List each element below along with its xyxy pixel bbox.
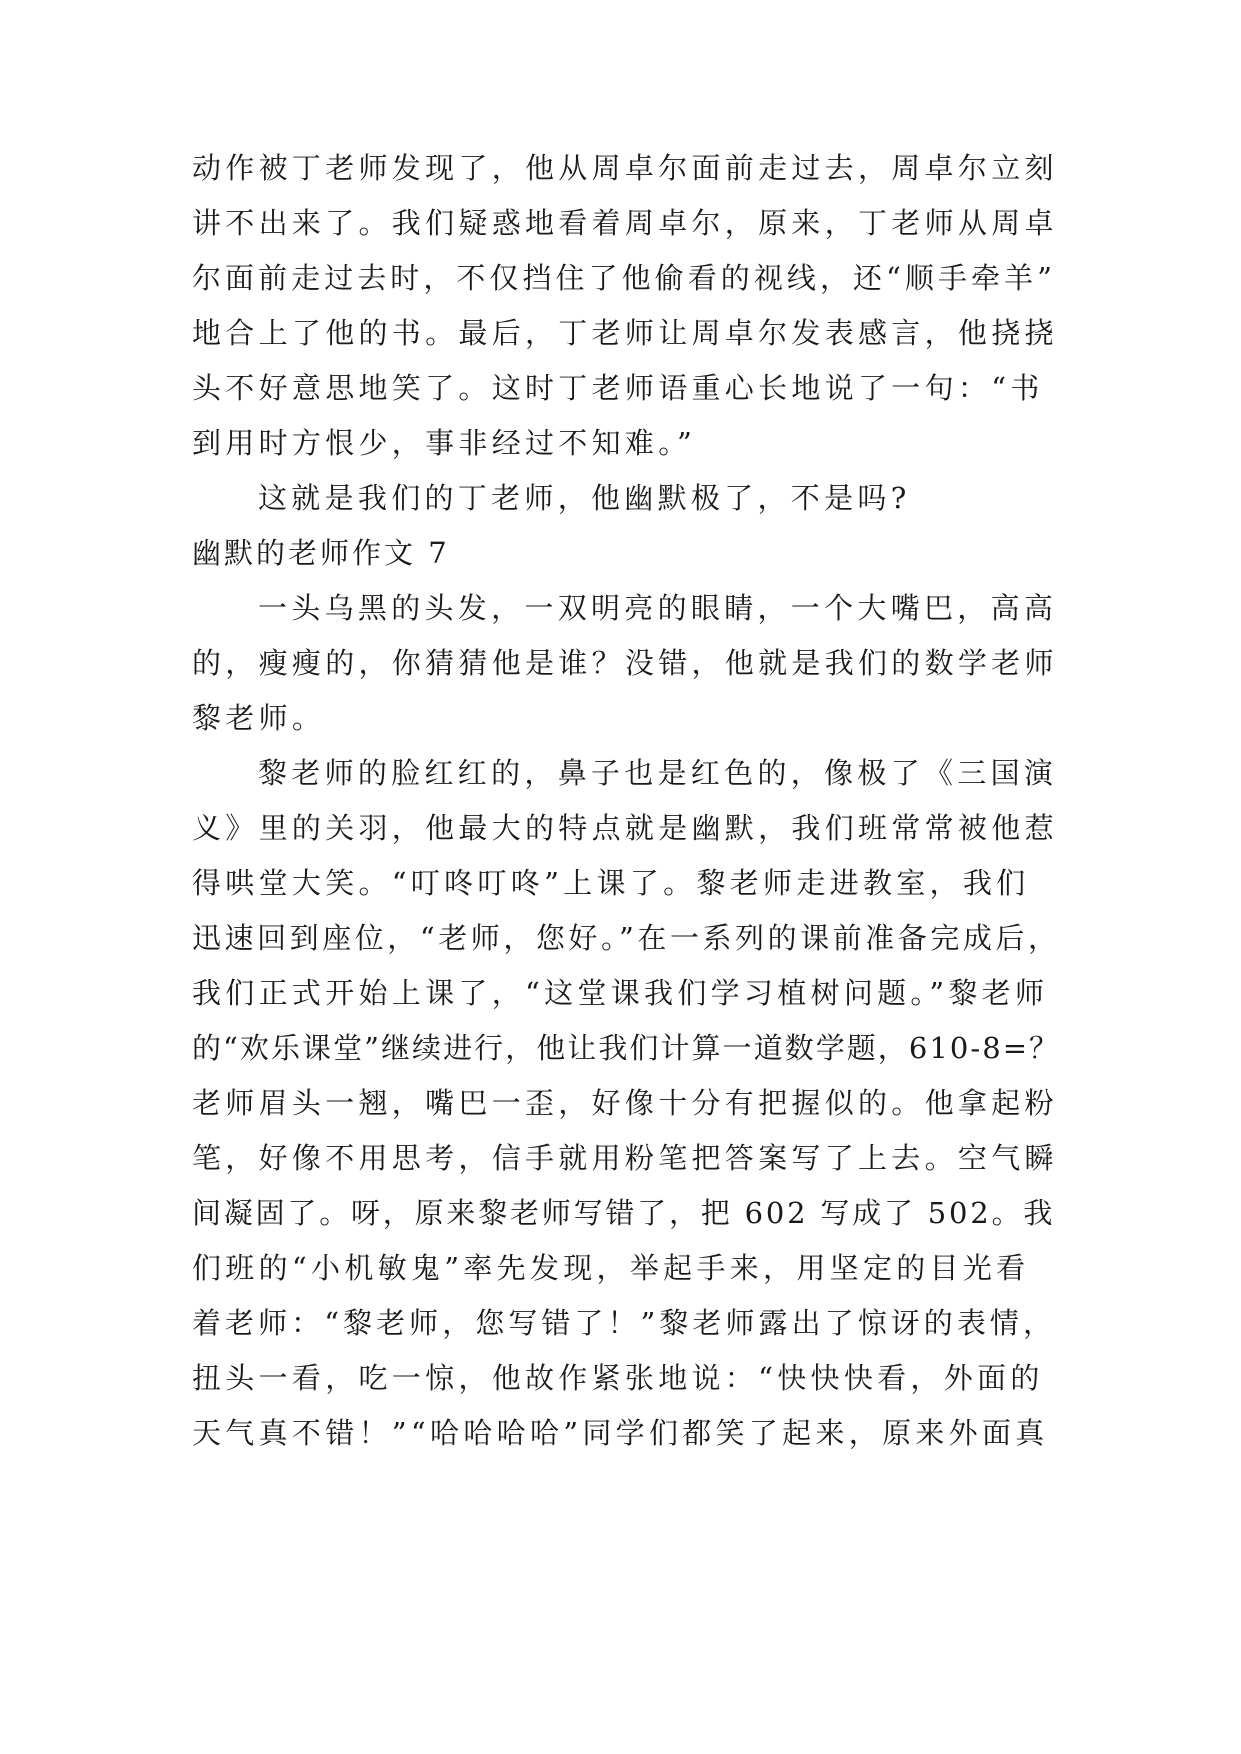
text-line: 的“欢乐课堂”继续进行，他让我们计算一道数学题，610-8=？ bbox=[192, 1031, 1061, 1065]
text-line: 天气真不错！”“哈哈哈哈”同学们都笑了起来，原来外面真 bbox=[192, 1416, 1049, 1450]
text-line: 迅速回到座位，“老师，您好。”在一系列的课前准备完成后， bbox=[192, 921, 1061, 955]
text-line: 讲不出来了。我们疑惑地看着周卓尔，原来，丁老师从周卓 bbox=[192, 206, 1058, 240]
text-line: 间凝固了。呀，原来黎老师写错了，把 602 写成了 502。我 bbox=[192, 1196, 1056, 1230]
text-line: 黎老师的脸红红的，鼻子也是红色的，像极了《三国演 bbox=[258, 756, 1058, 790]
text-line: 一头乌黑的头发，一双明亮的眼睛，一个大嘴巴，高高 bbox=[258, 591, 1058, 625]
text-line: 黎老师。 bbox=[192, 701, 326, 735]
text-line: 扭头一看，吃一惊，他故作紧张地说：“快快快看，外面的 bbox=[192, 1361, 1044, 1395]
text-line: 得哄堂大笑。“叮咚叮咚”上课了。黎老师走进教室，我们 bbox=[192, 866, 1030, 900]
text-line: 头不好意思地笑了。这时丁老师语重心长地说了一句：“书 bbox=[192, 371, 1044, 405]
text-line: 们班的“小机敏鬼”率先发现，举起手来，用坚定的目光看 bbox=[192, 1251, 1030, 1285]
text-line: 义》里的关羽，他最大的特点就是幽默，我们班常常被他惹 bbox=[192, 811, 1058, 845]
essay-heading: 幽默的老师作文 7 bbox=[192, 536, 450, 570]
text-line: 老师眉头一翘，嘴巴一歪，好像十分有把握似的。他拿起粉 bbox=[192, 1086, 1058, 1120]
text-line: 地合上了他的书。最后，丁老师让周卓尔发表感言，他挠挠 bbox=[192, 316, 1058, 350]
text-line: 笔，好像不用思考，信手就用粉笔把答案写了上去。空气瞬 bbox=[192, 1141, 1058, 1175]
text-line: 我们正式开始上课了，“这堂课我们学习植树问题。”黎老师 bbox=[192, 976, 1049, 1010]
text-line: 尔面前走过去时，不仅挡住了他偷看的视线，还“顺手牵羊” bbox=[192, 261, 1057, 295]
text-line: 的，瘦瘦的，你猜猜他是谁？没错，他就是我们的数学老师 bbox=[192, 646, 1058, 680]
closing-line: 这就是我们的丁老师，他幽默极了，不是吗? bbox=[258, 481, 911, 515]
text-line: 到用时方恨少，事非经过不知难。” bbox=[192, 426, 697, 460]
text-line: 动作被丁老师发现了，他从周卓尔面前走过去，周卓尔立刻 bbox=[192, 151, 1058, 185]
text-line: 着老师：“黎老师，您写错了！”黎老师露出了惊讶的表情， bbox=[192, 1306, 1057, 1340]
